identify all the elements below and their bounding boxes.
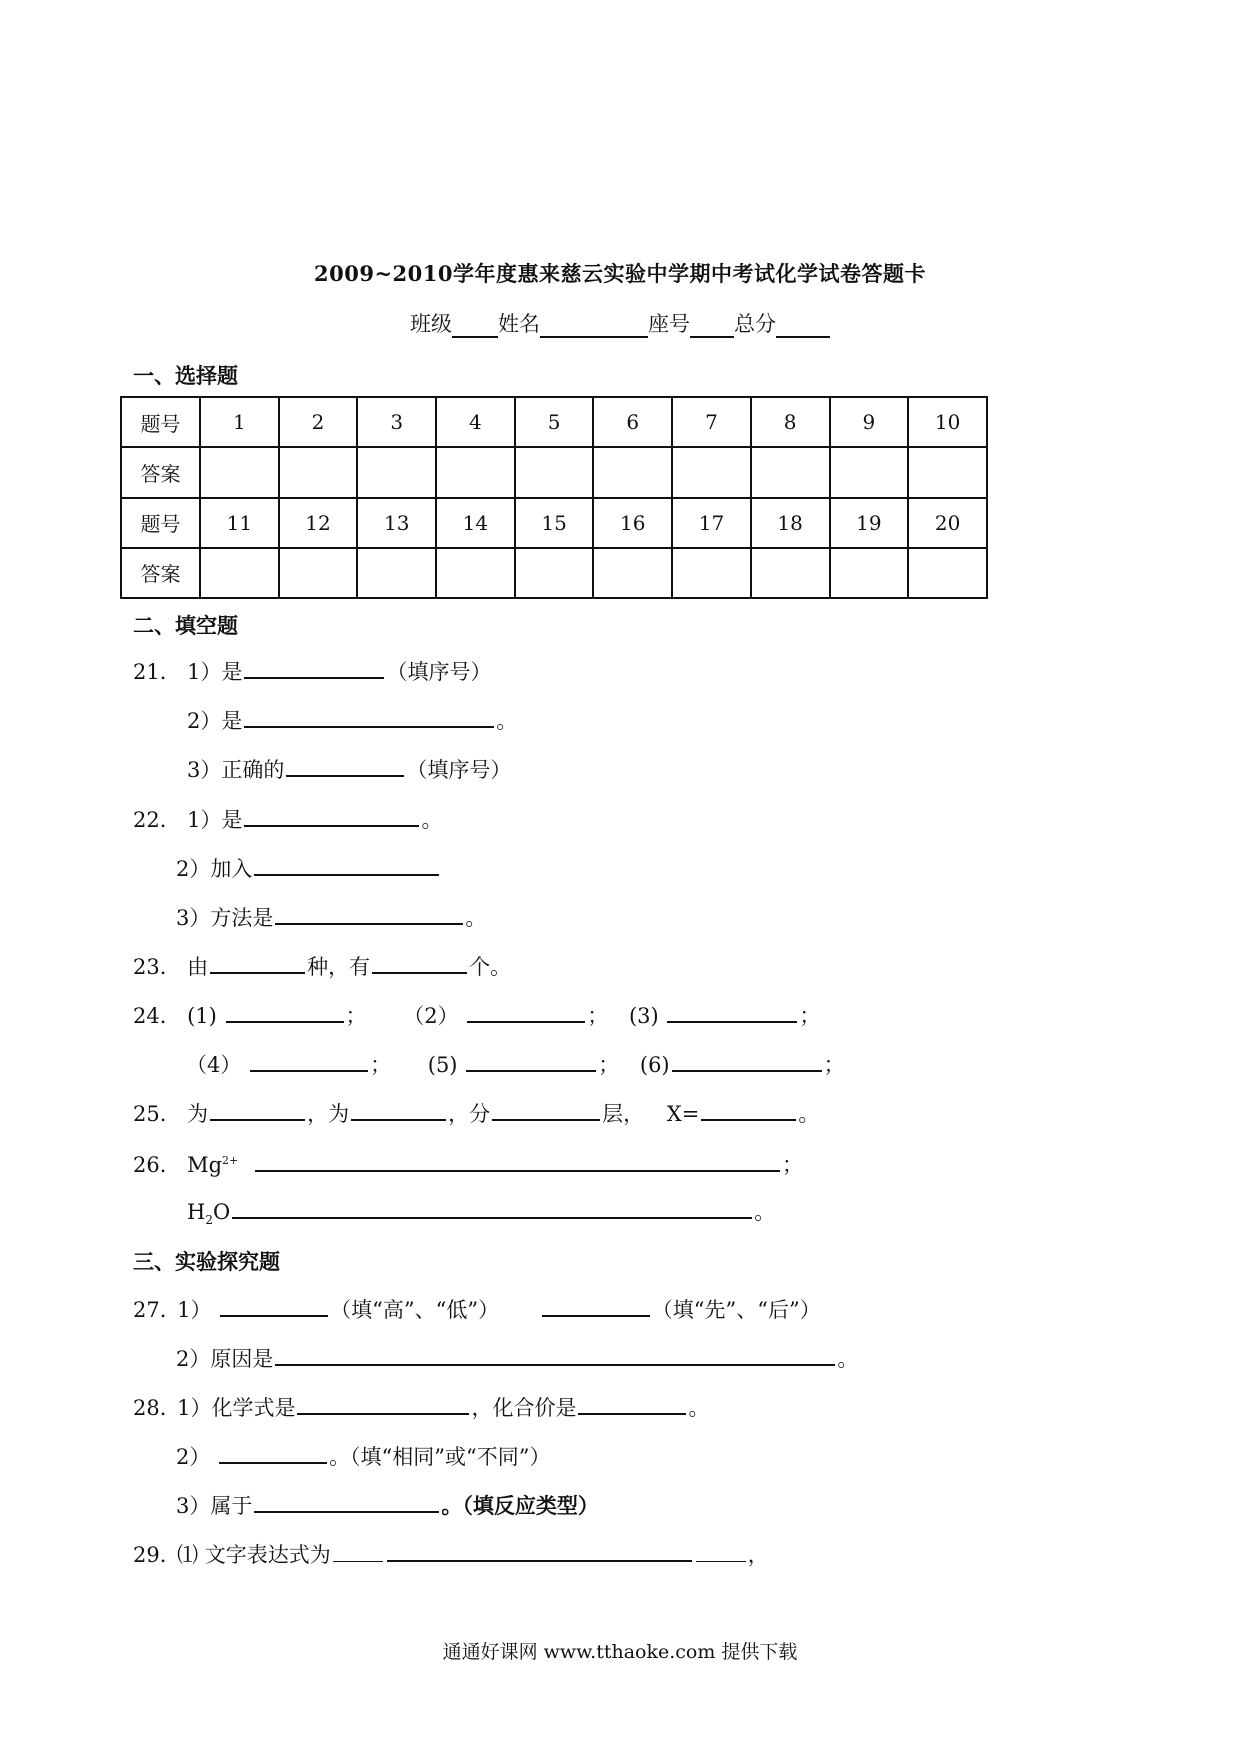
q21-blank-2[interactable]	[244, 706, 494, 728]
q21-line-1	[133, 657, 491, 685]
q28-part-1-label: 1）化学式是	[177, 1396, 296, 1420]
answer-cell[interactable]	[357, 548, 436, 598]
question-number: 21.	[133, 660, 167, 684]
answer-cell[interactable]	[279, 548, 358, 598]
class-label: 班级	[410, 312, 452, 336]
num-cell: 16	[593, 498, 672, 548]
q22-part-2-label: 2）加入	[176, 857, 253, 881]
num-cell: 7	[672, 397, 751, 447]
separator: ；	[370, 1053, 392, 1077]
separator: ；	[598, 1053, 620, 1077]
q28-blank-3[interactable]	[219, 1442, 327, 1464]
num-cell: 11	[200, 498, 279, 548]
question-number: 27.	[133, 1298, 167, 1322]
q26-blank-2[interactable]	[232, 1197, 752, 1219]
q27-blank-3[interactable]	[275, 1344, 835, 1366]
q29-part-1-label: ⑴ 文字表达式为	[177, 1543, 331, 1567]
q27-part-1-label: 1）	[177, 1298, 212, 1322]
answer-cell[interactable]	[200, 447, 279, 497]
q23-label-c: 个。	[469, 955, 512, 979]
q27-blank-2[interactable]	[542, 1295, 650, 1317]
num-cell: 12	[279, 498, 358, 548]
answer-cell[interactable]	[436, 548, 515, 598]
question-number: 26.	[133, 1153, 167, 1177]
q27-hint-2: （填“先”、“后”）	[651, 1298, 821, 1322]
answer-cell[interactable]	[515, 447, 594, 497]
num-cell: 9	[830, 397, 909, 447]
q24-line-2	[186, 1050, 845, 1078]
num-label-cell: 题号	[121, 498, 200, 548]
q26-line-2	[187, 1197, 775, 1233]
answer-cell[interactable]	[436, 447, 515, 497]
q21-hint-1: （填序号）	[386, 660, 492, 684]
page-title: 2009~2010学年度惠来慈云实验中学期中考试化学试卷答题卡	[314, 261, 926, 286]
q22-part-3-label: 3）方法是	[176, 906, 274, 930]
water-formula-h: H	[187, 1200, 206, 1224]
q27-line-2	[176, 1344, 858, 1372]
q21-part-2-label: 2）是	[187, 709, 243, 733]
num-cell: 4	[436, 397, 515, 447]
q25-blank-4[interactable]	[701, 1099, 796, 1121]
q26-line-1	[133, 1148, 803, 1178]
q21-blank-1[interactable]	[244, 657, 384, 679]
q25-label-a: 为	[187, 1102, 209, 1126]
q27-line-1	[133, 1295, 821, 1323]
footer-source: 通通好课网 www.tthaoke.com 提供下载	[442, 1641, 798, 1663]
ans-label-cell: 答案	[121, 447, 200, 497]
question-number: 28.	[133, 1396, 167, 1420]
num-cell: 18	[751, 498, 830, 548]
q29-blank-1[interactable]	[387, 1540, 692, 1562]
q23-label-a: 由	[187, 955, 209, 979]
mg-ion-charge: 2+	[222, 1154, 239, 1167]
ans-label-cell: 答案	[121, 548, 200, 598]
q22-blank-2[interactable]	[254, 854, 439, 876]
score-label: 总分	[734, 312, 776, 336]
answer-cell[interactable]	[279, 447, 358, 497]
q21-blank-3[interactable]	[286, 755, 404, 777]
q28-hint-2: 。（填“相同”或“不同”）	[329, 1445, 551, 1469]
q22-line-2	[176, 854, 441, 882]
answer-cell[interactable]	[593, 447, 672, 497]
answer-cell[interactable]	[751, 447, 830, 497]
separator: ；	[781, 1153, 803, 1177]
q28-line-1	[133, 1393, 709, 1421]
answer-cell[interactable]	[908, 447, 987, 497]
separator: ；	[799, 1004, 821, 1028]
mg-ion-symbol: Mg	[187, 1153, 223, 1177]
water-formula-o: O	[212, 1200, 231, 1224]
period: 。	[754, 1200, 776, 1224]
answer-cell[interactable]	[357, 447, 436, 497]
question-number: 22.	[133, 808, 167, 832]
q21-hint-3: （填序号）	[406, 758, 512, 782]
num-cell: 10	[908, 397, 987, 447]
q28-blank-1[interactable]	[297, 1393, 469, 1415]
separator: ；	[345, 1004, 367, 1028]
q24-part-1-label: (1)	[187, 1004, 217, 1028]
period: 。	[688, 1396, 710, 1420]
q21-line-3	[187, 755, 511, 783]
q28-hint-3: 。（填反应类型）	[441, 1493, 599, 1518]
q25-blank-2[interactable]	[351, 1099, 446, 1121]
q29-blank-tail[interactable]	[696, 1541, 746, 1562]
water-formula-subscript: 2	[205, 1213, 213, 1228]
q23-blank-1[interactable]	[210, 952, 305, 974]
q22-blank-1[interactable]	[244, 805, 419, 827]
section-fill-heading: 二、填空题	[133, 613, 238, 638]
section-experiment-heading: 三、实验探究题	[133, 1249, 280, 1274]
num-cell: 2	[279, 397, 358, 447]
question-number: 23.	[133, 955, 167, 979]
answer-cell[interactable]	[200, 548, 279, 598]
choice-answer-table	[120, 396, 988, 599]
q25-label-d: 层，	[602, 1102, 645, 1126]
q24-blank-5[interactable]	[466, 1050, 596, 1072]
question-number: 25.	[133, 1102, 167, 1126]
q23-label-b: 种，有	[307, 955, 371, 979]
question-number: 24.	[133, 1004, 167, 1028]
separator: ；	[823, 1053, 845, 1077]
num-cell: 13	[357, 498, 436, 548]
q28-line-3	[176, 1491, 599, 1519]
q28-mid-label: ，化合价是	[471, 1396, 577, 1420]
q21-part-1-label: 1）是	[187, 660, 243, 684]
class-blank[interactable]	[452, 314, 498, 338]
period: 。	[837, 1347, 859, 1371]
answer-cell[interactable]	[672, 548, 751, 598]
q28-part-2-label: 2）	[176, 1445, 211, 1469]
q28-line-2	[176, 1442, 551, 1470]
num-cell: 6	[593, 397, 672, 447]
q24-blank-1[interactable]	[226, 1001, 344, 1023]
answer-cell[interactable]	[672, 447, 751, 497]
q26-blank-1[interactable]	[255, 1150, 780, 1172]
q22-line-3	[176, 903, 486, 931]
num-cell: 17	[672, 498, 751, 548]
q22-blank-3[interactable]	[275, 903, 463, 925]
q24-part-3-label: (3)	[628, 1004, 659, 1028]
q24-part-4-label: （4）	[186, 1053, 242, 1077]
q23-blank-2[interactable]	[372, 952, 467, 974]
student-info-row	[0, 308, 1240, 338]
num-cell: 20	[908, 498, 987, 548]
q24-part-2-label: （2）	[403, 1004, 459, 1028]
num-cell: 19	[830, 498, 909, 548]
q25-label-c: ，分	[448, 1102, 491, 1126]
q25-label-e: X=	[666, 1102, 700, 1126]
score-blank[interactable]	[776, 314, 830, 338]
q24-blank-4[interactable]	[250, 1050, 368, 1072]
answer-cell[interactable]	[908, 548, 987, 598]
num-cell: 5	[515, 397, 594, 447]
q24-blank-2[interactable]	[467, 1001, 585, 1023]
q28-blank-2[interactable]	[578, 1393, 686, 1415]
seat-blank[interactable]	[690, 314, 734, 338]
table-row	[121, 397, 987, 447]
q24-blank-6[interactable]	[672, 1050, 822, 1072]
q23-line	[133, 952, 511, 980]
table-row	[121, 498, 987, 548]
q24-line-1	[133, 1001, 820, 1029]
q27-hint-1: （填“高”、“低”）	[330, 1298, 500, 1322]
seat-label: 座号	[648, 312, 690, 336]
answer-cell[interactable]	[515, 548, 594, 598]
q21-line-2	[187, 706, 517, 734]
q25-label-b: ，为	[307, 1102, 350, 1126]
q22-part-1-label: 1）是	[187, 808, 243, 832]
period: 。	[798, 1102, 820, 1126]
q25-line	[133, 1099, 819, 1127]
q29-blank-lead[interactable]	[333, 1541, 383, 1562]
table-row	[121, 548, 987, 598]
table-row	[121, 447, 987, 497]
num-cell: 15	[515, 498, 594, 548]
num-cell: 8	[751, 397, 830, 447]
q24-blank-3[interactable]	[667, 1001, 797, 1023]
period: 。	[465, 906, 487, 930]
num-cell: 14	[436, 498, 515, 548]
q27-blank-1[interactable]	[220, 1295, 328, 1317]
q24-part-5-label: (5)	[427, 1053, 458, 1077]
question-number: 29.	[133, 1543, 167, 1567]
q25-blank-1[interactable]	[210, 1099, 305, 1121]
q28-blank-4[interactable]	[254, 1491, 439, 1513]
answer-cell[interactable]	[593, 548, 672, 598]
answer-cell[interactable]	[751, 548, 830, 598]
comma: ，	[747, 1543, 769, 1567]
num-cell: 1	[200, 397, 279, 447]
name-label: 姓名	[498, 312, 540, 336]
num-label-cell: 题号	[121, 397, 200, 447]
q28-part-3-label: 3）属于	[176, 1494, 253, 1518]
q22-line-1	[133, 805, 442, 833]
answer-cell[interactable]	[830, 548, 909, 598]
q29-line-1	[133, 1540, 769, 1568]
separator: ；	[587, 1004, 609, 1028]
period: 。	[496, 709, 518, 733]
answer-cell[interactable]	[830, 447, 909, 497]
num-cell: 3	[357, 397, 436, 447]
name-blank[interactable]	[540, 314, 648, 338]
period: 。	[421, 808, 443, 832]
q24-part-6-label: (6)	[639, 1053, 670, 1077]
q21-part-3-label: 3）正确的	[187, 758, 285, 782]
section-choice-heading: 一、选择题	[133, 363, 238, 388]
q27-part-2-label: 2）原因是	[176, 1347, 274, 1371]
q25-blank-3[interactable]	[492, 1099, 600, 1121]
